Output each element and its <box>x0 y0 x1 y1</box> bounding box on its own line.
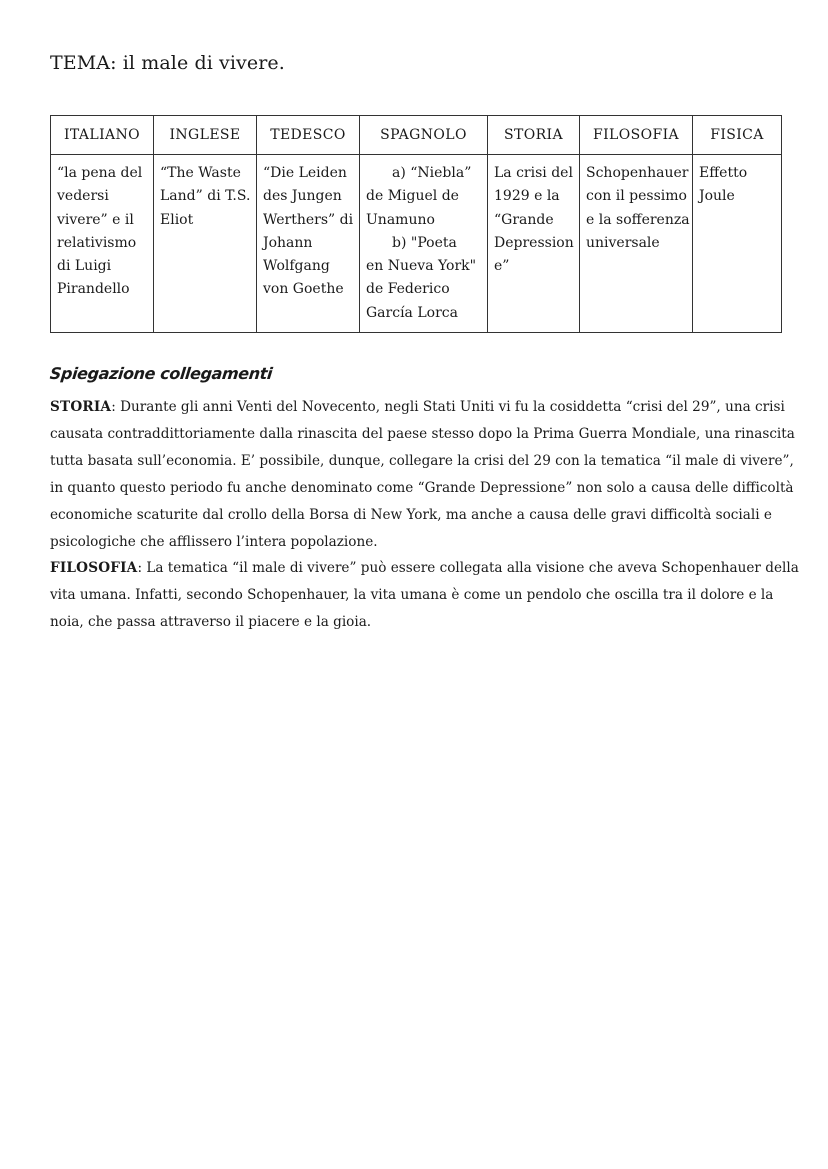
header-spagnolo: SPAGNOLO <box>360 116 488 155</box>
cell-line: con il pessimo <box>586 188 687 205</box>
cell-line: Depression <box>494 234 574 251</box>
cell-line: Werthers” di <box>263 211 354 228</box>
cell-line: Unamuno <box>366 211 435 228</box>
filosofia-label: FILOSOFIA <box>50 560 138 577</box>
cell-line: de Miguel de <box>366 188 459 205</box>
section-heading: Spiegazione collegamenti <box>49 364 274 383</box>
storia-label: STORIA <box>50 399 112 415</box>
storia-paragraph-line: tutta basata sull’economia. E’ possibile, dunque, collegare la crisi del 29 con la tematica “il male di vivere”, <box>50 452 794 469</box>
cell-line: en Nueva York" <box>366 258 477 275</box>
cell-line: Joule <box>699 188 735 205</box>
cell-line: Johann <box>263 234 313 251</box>
cell-line: Eliot <box>160 211 194 228</box>
cell-line: “la pena del <box>57 165 143 181</box>
header-fisica: FISICA <box>693 116 782 155</box>
cell-line: Pirandello <box>57 281 130 298</box>
header-inglese: INGLESE <box>154 116 257 155</box>
subjects-table <box>50 115 782 333</box>
cell-italiano <box>51 155 154 333</box>
cell-line: des Jungen <box>263 188 342 205</box>
list-item-a: a) “Niebla” <box>392 165 472 181</box>
cell-line: vedersi <box>57 188 109 205</box>
filosofia-paragraph-line: vita umana. Infatti, secondo Schopenhauer, la vita umana è come un pendolo che oscilla tra il dolore e la <box>50 587 774 604</box>
cell-tedesco <box>257 155 360 333</box>
header-italiano: ITALIANO <box>51 116 154 155</box>
cell-line: e la sofferenza <box>586 211 690 228</box>
cell-line: “Die Leiden <box>263 165 347 181</box>
cell-line: “The Waste <box>160 165 241 181</box>
cell-line: Effetto <box>699 165 748 181</box>
table-header-row <box>51 116 782 155</box>
cell-line: Schopenhauer <box>586 165 689 181</box>
page-title: TEMA: il male di vivere. <box>50 52 285 74</box>
header-tedesco: TEDESCO <box>257 116 360 155</box>
filosofia-paragraph-line: noia, che passa attraverso il piacere e la gioia. <box>50 614 372 631</box>
filosofia-paragraph-line <box>50 555 799 582</box>
cell-line: Wolfgang <box>263 258 330 275</box>
cell-line: La crisi del <box>494 165 573 181</box>
cell-spagnolo <box>360 155 488 333</box>
storia-paragraph-line <box>50 394 790 421</box>
explanation-text <box>50 394 799 636</box>
cell-line: universale <box>586 234 660 251</box>
storia-paragraph-line: causata contraddittoriamente dalla rinascita del paese stesso dopo la Prima Guerra Mondiale, una rinascita <box>50 425 795 442</box>
cell-inglese <box>154 155 257 333</box>
list-item-b: b) "Poeta <box>392 234 457 251</box>
storia-paragraph-line: in quanto questo periodo fu anche denominato come “Grande Depressione” non solo a causa delle difficoltà <box>50 479 794 496</box>
table-row <box>51 155 782 333</box>
storia-paragraph-line: economiche scaturite dal crollo della Borsa di New York, ma anche a causa delle gravi difficoltà sociali e <box>50 506 772 523</box>
cell-line: e” <box>494 258 510 275</box>
cell-line: 1929 e la <box>494 188 560 205</box>
cell-line: relativismo <box>57 234 137 251</box>
cell-fisica <box>693 155 782 333</box>
text-run: : La tematica “il male di vivere” può essere collegata alla visione che aveva Schopenhauer della <box>137 560 799 577</box>
text-run: : Durante gli anni Venti del Novecento, negli Stati Uniti vi fu la cosiddetta “crisi del 29”, una crisi <box>111 399 785 415</box>
cell-storia <box>488 155 580 333</box>
cell-line: von Goethe <box>263 281 344 298</box>
cell-line: vivere” e il <box>57 211 134 228</box>
storia-paragraph-line: psicologiche che afflissero l’intera popolazione. <box>50 533 378 550</box>
cell-filosofia <box>580 155 693 333</box>
cell-line: García Lorca <box>366 304 458 321</box>
cell-line: di Luigi <box>57 258 112 275</box>
cell-line: “Grande <box>494 211 554 228</box>
cell-line: Land” di T.S. <box>160 188 251 205</box>
cell-line: de Federico <box>366 281 450 298</box>
header-filosofia: FILOSOFIA <box>580 116 693 155</box>
header-storia: STORIA <box>488 116 580 155</box>
